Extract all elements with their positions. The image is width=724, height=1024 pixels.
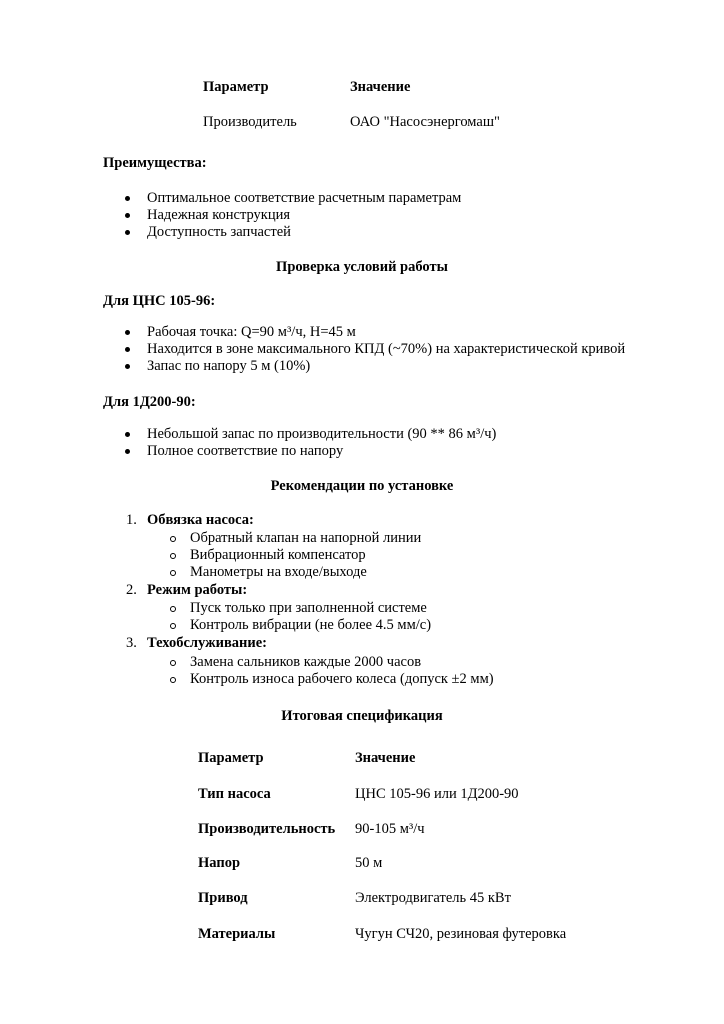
pump2-heading: Для 1Д200-90:	[103, 394, 196, 410]
top-table-header-param: Параметр	[203, 79, 269, 95]
bullet-icon	[125, 330, 130, 335]
pump1-list	[0, 324, 625, 375]
list-item: Манометры на входе/выходе	[0, 564, 421, 581]
bullet-icon	[125, 230, 130, 235]
list-item: Находится в зоне максимального КПД (~70%) на характеристической кривой	[0, 341, 625, 358]
install-section-3-list	[0, 654, 494, 688]
bullet-icon	[125, 347, 130, 352]
spec-header-param: Параметр	[198, 750, 264, 766]
spec-title: Итоговая спецификация	[281, 708, 443, 724]
spec-param: Привод	[198, 890, 248, 906]
list-item: Замена сальников каждые 2000 часов	[0, 654, 494, 671]
circle-bullet-icon	[170, 606, 176, 612]
spec-param: Тип насоса	[198, 786, 271, 802]
list-item: Контроль вибрации (не более 4.5 мм/с)	[0, 617, 431, 634]
spec-param: Материалы	[198, 926, 276, 942]
circle-bullet-icon	[170, 677, 176, 683]
top-table-row-param: Производитель	[203, 114, 297, 130]
table-row	[0, 854, 724, 872]
list-item: Рабочая точка: Q=90 м³/ч, H=45 м	[0, 324, 625, 341]
install-section-1-list	[0, 530, 421, 581]
table-row	[0, 820, 724, 838]
section-number: 2.	[126, 582, 137, 598]
circle-bullet-icon	[170, 536, 176, 542]
table-row	[0, 925, 724, 943]
section-title: Техобслуживание:	[147, 635, 268, 651]
install-title: Рекомендации по установке	[270, 478, 454, 494]
spec-value: 90-105 м³/ч	[355, 821, 425, 837]
section-number: 3.	[126, 635, 137, 651]
spec-value: 50 м	[355, 855, 383, 871]
bullet-icon	[125, 213, 130, 218]
spec-param: Производительность	[198, 821, 336, 837]
spec-header-row	[0, 749, 724, 767]
advantages-list	[0, 190, 461, 241]
list-item: Вибрационный компенсатор	[0, 547, 421, 564]
list-item: Контроль износа рабочего колеса (допуск ±2 мм)	[0, 671, 494, 688]
advantages-heading: Преимущества:	[103, 155, 207, 171]
circle-bullet-icon	[170, 553, 176, 559]
circle-bullet-icon	[170, 623, 176, 629]
spec-value: Чугун СЧ20, резиновая футеровка	[355, 926, 567, 942]
top-table-row-value: ОАО "Насосэнергомаш"	[350, 114, 500, 130]
top-table-header-value: Значение	[350, 79, 411, 95]
list-item: Полное соответствие по напору	[0, 443, 496, 460]
list-item: Доступность запчастей	[0, 224, 461, 241]
bullet-icon	[125, 449, 130, 454]
bullet-icon	[125, 364, 130, 369]
circle-bullet-icon	[170, 570, 176, 576]
section-title: Обвязка насоса:	[147, 512, 254, 528]
spec-value: ЦНС 105-96 или 1Д200-90	[355, 786, 519, 802]
section-title: Режим работы:	[147, 582, 248, 598]
spec-value: Электродвигатель 45 кВт	[355, 890, 511, 906]
list-item: Небольшой запас по производительности (90 ** 86 м³/ч)	[0, 426, 496, 443]
spec-header-value: Значение	[355, 750, 416, 766]
list-item: Пуск только при заполненной системе	[0, 600, 431, 617]
list-item: Обратный клапан на напорной линии	[0, 530, 421, 547]
bullet-icon	[125, 432, 130, 437]
pump1-heading: Для ЦНС 105-96:	[103, 293, 216, 309]
install-section-2-list	[0, 600, 431, 634]
section-number: 1.	[126, 512, 137, 528]
spec-param: Напор	[198, 855, 241, 871]
pump2-list	[0, 426, 496, 460]
list-item: Надежная конструкция	[0, 207, 461, 224]
table-row	[0, 785, 724, 803]
check-title: Проверка условий работы	[276, 259, 448, 275]
bullet-icon	[125, 196, 130, 201]
circle-bullet-icon	[170, 660, 176, 666]
list-item: Запас по напору 5 м (10%)	[0, 358, 625, 375]
table-row	[0, 889, 724, 907]
list-item: Оптимальное соответствие расчетным параметрам	[0, 190, 461, 207]
